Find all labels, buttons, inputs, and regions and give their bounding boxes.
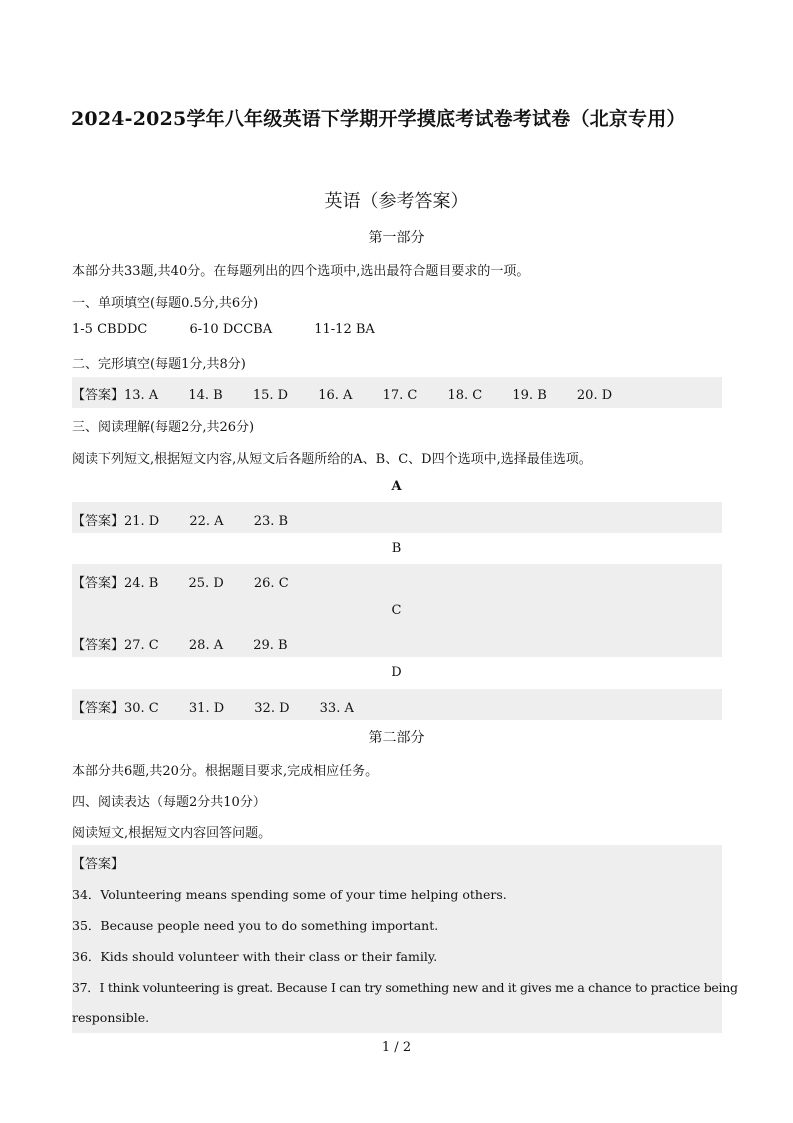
document-title: 2024-2025学年八年级英语下学期开学摸底考试卷考试卷（北京专用） (71, 108, 686, 130)
answer-item: 23. B (253, 514, 289, 529)
passage-letter: A (391, 479, 402, 494)
subject-heading: 英语（参考答案） (324, 191, 469, 212)
part2-heading: 第二部分 (368, 730, 425, 746)
answer-item: 【答案】13. A (72, 388, 159, 403)
page-number: 1 / 2 (381, 1040, 412, 1055)
part2-intro: 本部分共6题,共20分。根据题目要求,完成相应任务。 (72, 764, 379, 779)
answer-item: 15. D (252, 388, 289, 403)
answer-item: 16. A (318, 388, 353, 403)
answer-item: 22. A (189, 514, 224, 529)
answer-item: 25. D (188, 576, 224, 591)
passage-letter: C (391, 603, 402, 618)
section3-heading: 三、阅读理解(每题2分,共26分) (72, 420, 255, 435)
answer-37-continued: responsible. (72, 1010, 150, 1025)
answer-item: 14. B (188, 388, 223, 403)
answer-item: 20. D (576, 388, 613, 403)
section3-intro: 阅读下列短文,根据短文内容,从短文后各题所给的A、B、C、D四个选项中,选择最佳选项。 (72, 452, 592, 467)
answer-item: 18. C (447, 388, 483, 403)
answer-item: 【答案】21. D (72, 514, 160, 529)
answer-group: 6-10 DCCBA (189, 322, 273, 337)
answer-item: 31. D (188, 701, 225, 716)
answer-item: 33. A (319, 701, 354, 716)
answer-label: 【答案】 (72, 857, 125, 872)
answer-item: 26. C (253, 576, 289, 591)
part1-intro: 本部分共33题,共40分。在每题列出的四个选项中,选出最符合题目要求的一项。 (72, 264, 530, 279)
part1-heading: 第一部分 (368, 230, 425, 246)
answer-item: 28. A (188, 638, 224, 653)
passage-letter: B (391, 541, 402, 556)
answer-item: 19. B (512, 388, 547, 403)
answer-item: 29. B (253, 638, 288, 653)
passage-answers (72, 697, 380, 716)
answer-34: 34．Volunteering means spending some of your time helping others. (72, 887, 507, 902)
passage-answers (72, 510, 314, 529)
answer-37: 37．I think volunteering is great. Because I can try something new and it gives me a chance to practice being (72, 980, 738, 995)
passage-answers (72, 572, 315, 591)
answer-item: 【答案】30. C (72, 701, 159, 716)
passage-letter: D (391, 665, 402, 680)
answer-item: 17. C (382, 388, 418, 403)
answer-36: 36．Kids should volunteer with their class or their family. (72, 949, 438, 964)
section1-answers (72, 322, 401, 337)
answer-item: 【答案】27. C (72, 638, 159, 653)
section2-answers (72, 384, 638, 403)
answer-group: 11-12 BA (314, 322, 375, 337)
answer-group: 1-5 CBDDC (72, 322, 148, 337)
passage-answers (72, 634, 314, 653)
answer-item: 32. D (254, 701, 290, 716)
answer-35: 35．Because people need you to do something important. (72, 918, 439, 933)
section4-answer-band (72, 845, 722, 1033)
section1-heading: 一、单项填空(每题0.5分,共6分) (72, 296, 259, 311)
answer-item: 【答案】24. B (72, 576, 159, 591)
section2-heading: 二、完形填空(每题1分,共8分) (72, 357, 246, 372)
section4-intro: 阅读短文,根据短文内容回答问题。 (72, 826, 272, 841)
section4-heading: 四、阅读表达（每题2分共10分） (72, 795, 266, 810)
